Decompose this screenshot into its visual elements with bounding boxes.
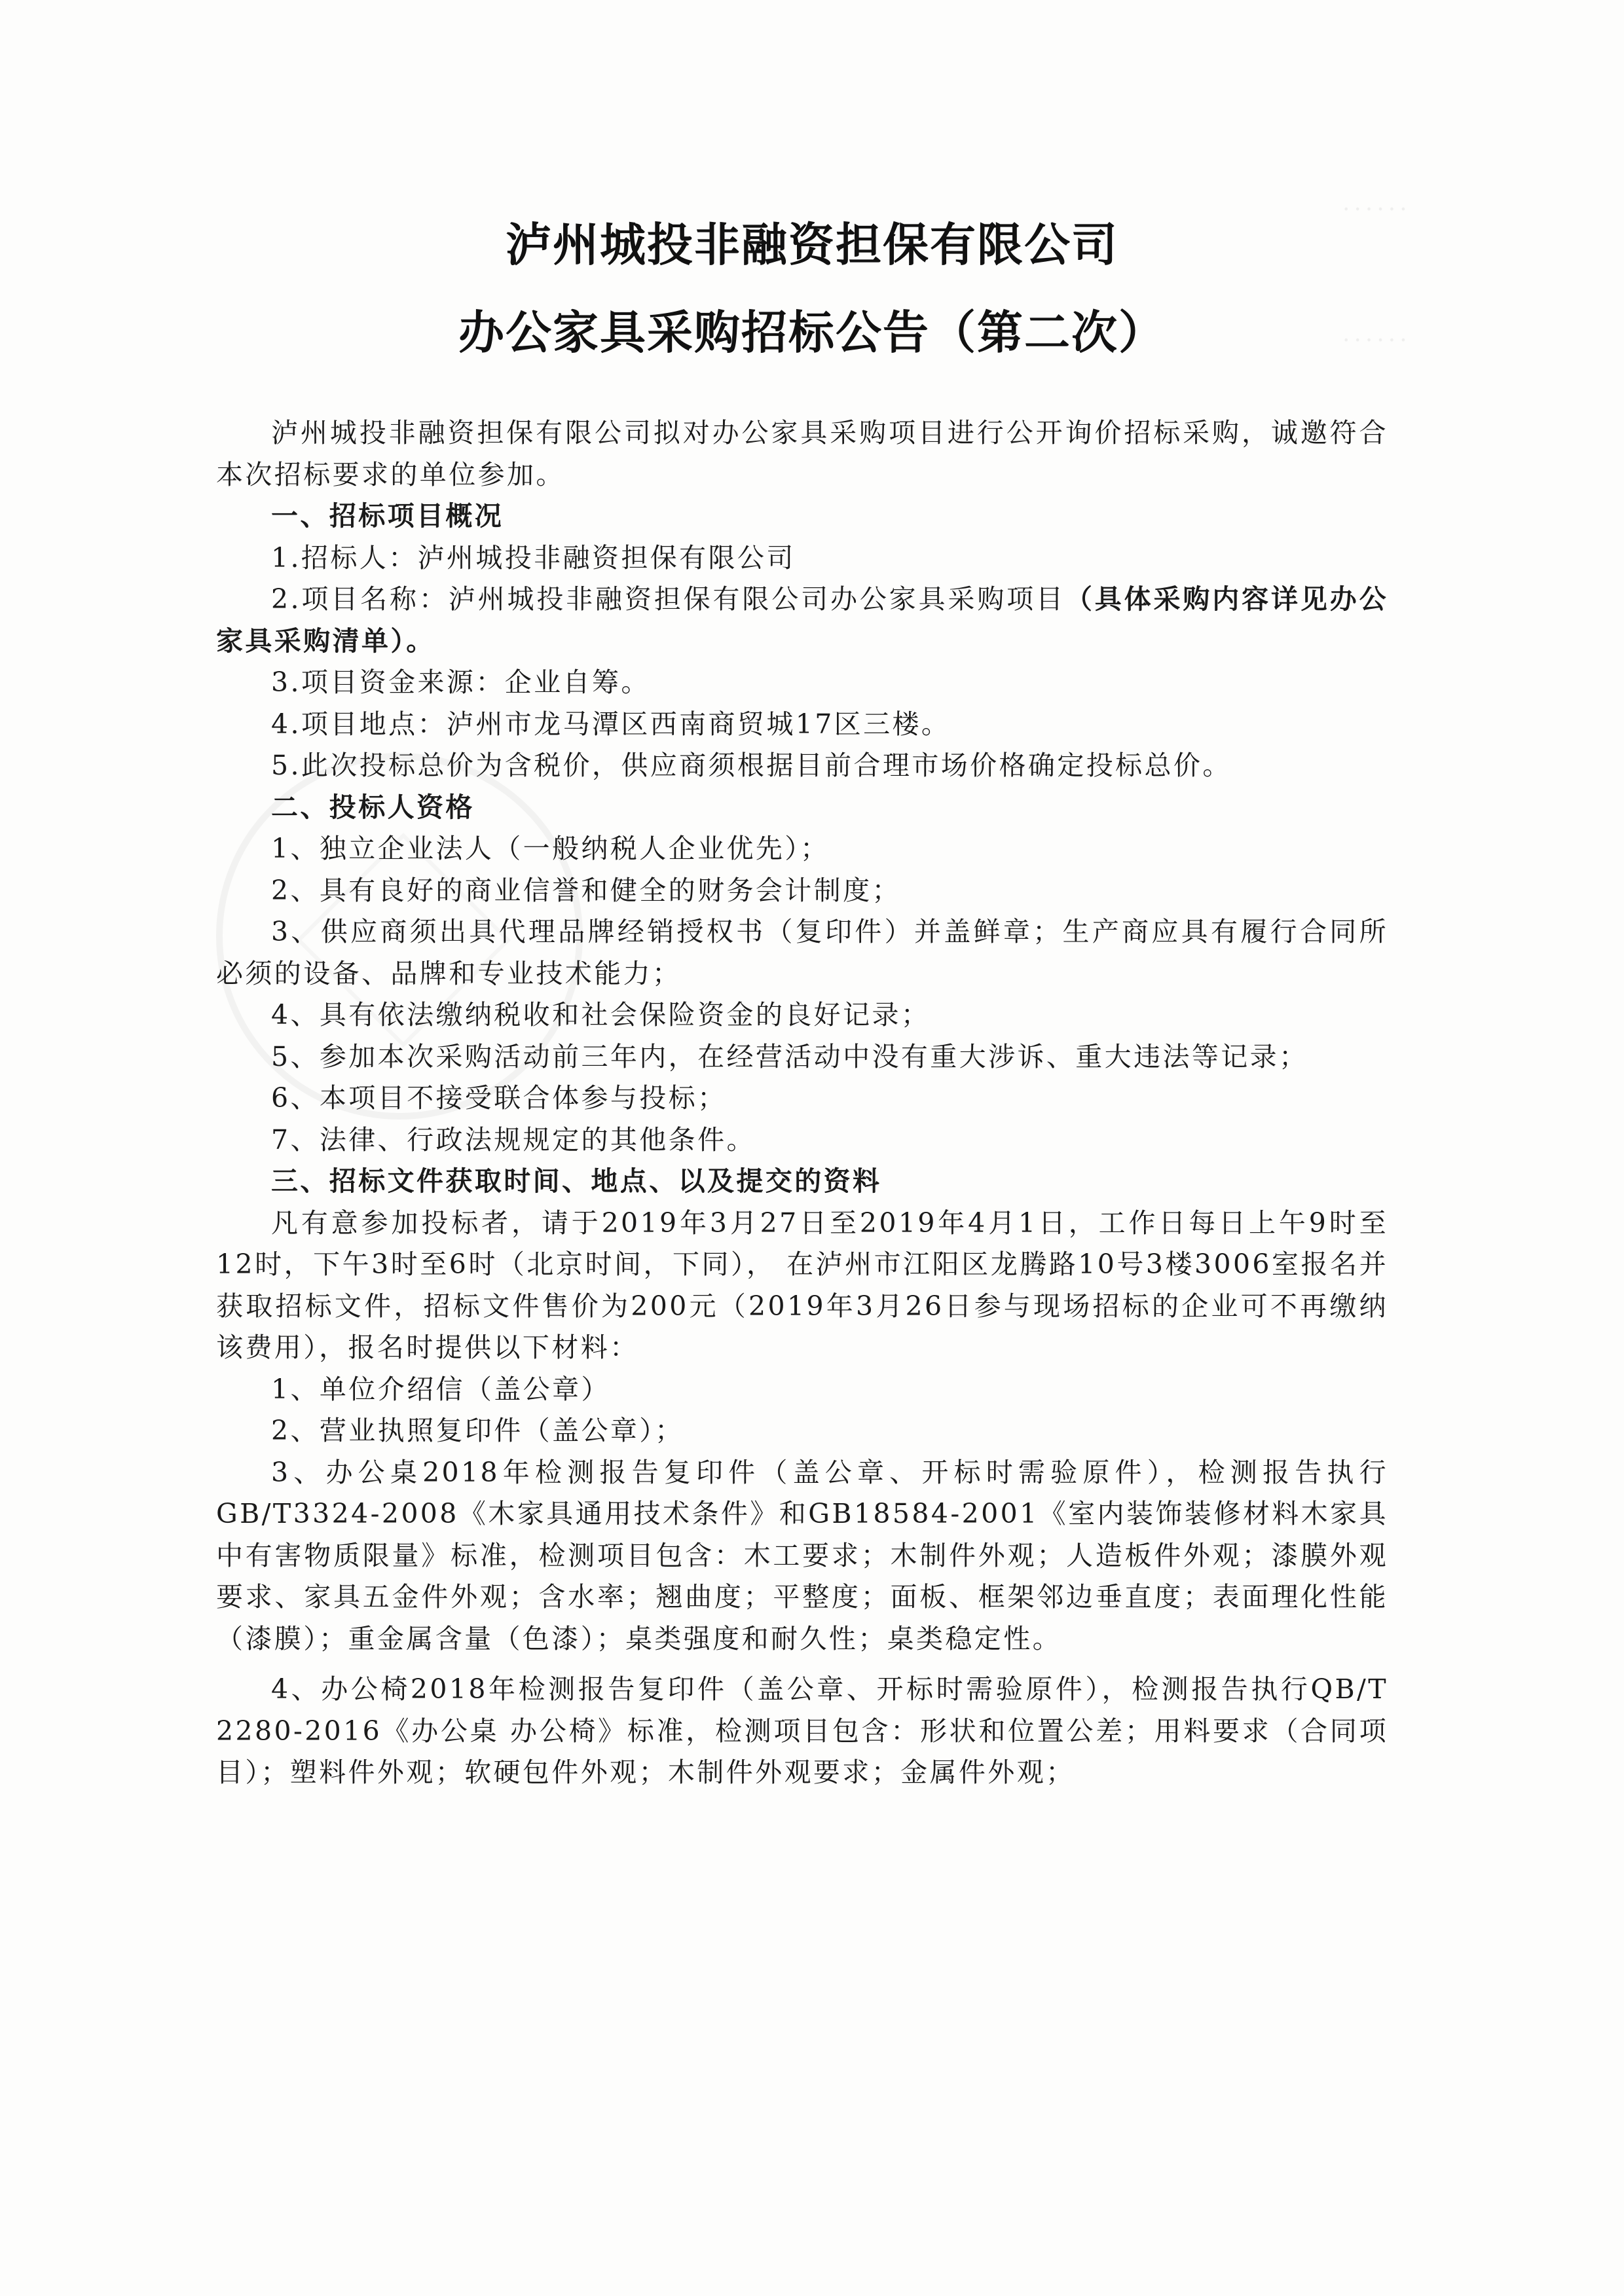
section-heading: 一、招标项目概况 xyxy=(271,500,504,532)
item-bold-text: （具体采购内容详见办公家具采购清单）。 xyxy=(216,583,1388,657)
list-item: 5.此次投标总价为含税价，供应商须根据目前合理市场价格确定投标总价。 xyxy=(271,750,1232,781)
list-item: 3.项目资金来源：企业自筹。 xyxy=(271,666,650,698)
list-item: 6、本项目不接受联合体参与投标； xyxy=(271,1082,727,1114)
section-paragraph: 凡有意参加投标者，请于2019年3月27日至2019年4月1日，工作日每日上午9时至12时，下午3时至6时（北京时间，下同）， 在泸州市江阳区龙腾路10号3楼3006室报名并获取招标文件，招标文件售价为200元（2019年3月26日参与现场招标的企业可不再缴纳该费用），报名时提供以下材料： xyxy=(216,1207,1388,1363)
reverse-side-bleed: ······ xyxy=(1342,196,1411,223)
reverse-side-bleed: ······ xyxy=(1342,327,1411,354)
list-item: 4、具有依法缴纳税收和社会保险资金的良好记录； xyxy=(271,999,931,1030)
list-item: 1.招标人：泸州城投非融资担保有限公司 xyxy=(271,541,796,574)
list-item: 4、办公椅2018年检测报告复印件（盖公章、开标时需验原件），检测报告执行QB/T 2280-2016《办公桌 办公椅》标准，检测项目包含：形状和位置公差；用料要求（合同项目）；塑料件外观；软硬包件外观；木制件外观要求；金属件外观； xyxy=(216,1673,1388,1788)
list-item: 3、办公桌2018年检测报告复印件（盖公章、开标时需验原件），检测报告执行GB/T3324-2008《木家具通用技术条件》和GB18584-2001《室内装饰装修材料木家具中有害物质限量》标准，检测项目包含：木工要求；木制件外观；人造板件外观；漆膜外观要求、家具五金件外观；含水率；翘曲度；平整度；面板、框架邻边垂直度；表面理化性能（漆膜）；重金属含量（色漆）；桌类强度和耐久性；桌类稳定性。 xyxy=(216,1456,1388,1654)
list-item: 1、独立企业法人（一般纳税人企业优先）； xyxy=(271,833,830,864)
document-title-line2: 办公家具采购招标公告（第二次） xyxy=(458,306,1166,359)
section-heading: 二、投标人资格 xyxy=(271,791,475,823)
list-item xyxy=(216,579,1388,662)
document-body xyxy=(216,412,1388,1794)
item-text: 2.项目名称：泸州城投非融资担保有限公司办公家具采购项目 xyxy=(271,583,1065,615)
intro-paragraph: 泸州城投非融资担保有限公司拟对办公家具采购项目进行公开询价招标采购，诚邀符合本次招标要求的单位参加。 xyxy=(216,417,1388,490)
list-item: 7、法律、行政法规规定的其他条件。 xyxy=(271,1123,756,1156)
section-heading: 三、招标文件获取时间、地点、以及提交的资料 xyxy=(271,1165,882,1197)
list-item: 5、参加本次采购活动前三年内，在经营活动中没有重大涉诉、重大违法等记录； xyxy=(271,1040,1308,1072)
list-item: 1、单位介绍信（盖公章） xyxy=(271,1373,610,1405)
list-item: 3、供应商须出具代理品牌经销授权书（复印件）并盖鲜章；生产商应具有履行合同所必须的设备、品牌和专业技术能力； xyxy=(216,916,1388,989)
list-item: 2、营业执照复印件（盖公章）； xyxy=(271,1415,684,1446)
list-item: 4.项目地点：泸州市龙马潭区西南商贸城17区三楼。 xyxy=(271,708,951,740)
document-title-line1: 泸州城投非融资担保有限公司 xyxy=(506,218,1118,272)
list-item: 2、具有良好的商业信誉和健全的财务会计制度； xyxy=(271,874,901,906)
